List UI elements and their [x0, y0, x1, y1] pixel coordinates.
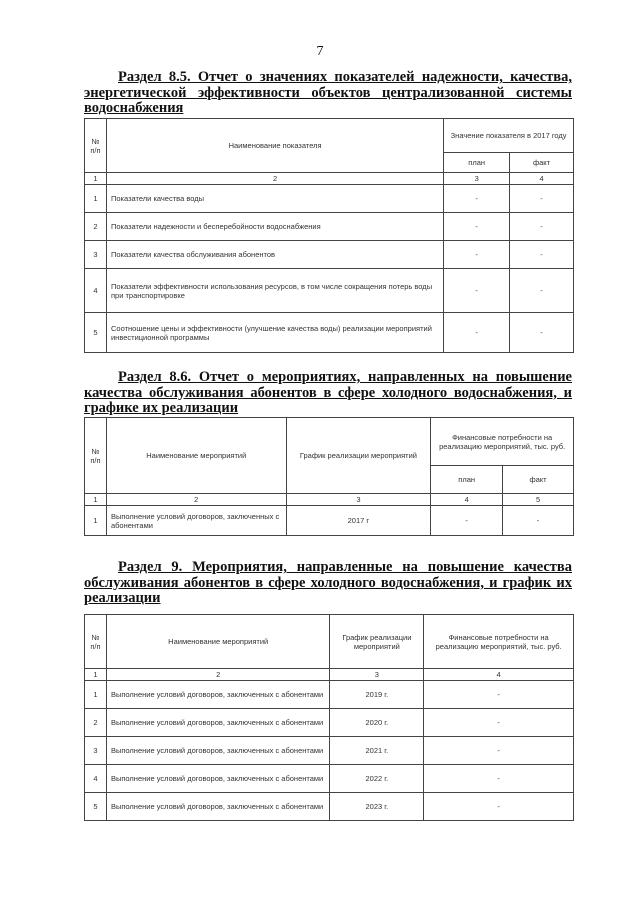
section-8-6-title — [84, 370, 572, 417]
col-num: 2 — [106, 494, 286, 506]
row-name: Показатели качества воды — [106, 185, 443, 213]
col-num: 2 — [106, 669, 329, 681]
row-fact: - — [510, 241, 574, 269]
col-num: 2 — [106, 173, 443, 185]
header-num: № п/п — [85, 418, 107, 494]
row-fact: - — [503, 506, 574, 536]
row-fact: - — [510, 269, 574, 313]
header-name: Наименование мероприятий — [106, 615, 329, 669]
row-name: Показатели эффективности использования ресурсов, в том числе сокращения потерь воды при транспортировке — [106, 269, 443, 313]
row-finance: - — [424, 737, 574, 765]
header-schedule: График реализации мероприятий — [286, 418, 431, 494]
row-finance: - — [424, 709, 574, 737]
row-plan: - — [431, 506, 503, 536]
header-name: Наименование показателя — [106, 119, 443, 173]
row-name: Выполнение условий договоров, заключенных с абонентами — [106, 793, 329, 821]
table-row — [85, 765, 574, 793]
row-num: 1 — [85, 681, 107, 709]
header-finance: Финансовые потребности на реализацию мероприятий, тыс. руб. — [424, 615, 574, 669]
row-fact: - — [510, 313, 574, 353]
section-8-6-title-text: Раздел 8.6. Отчет о мероприятиях, направленных на повышение качества обслуживания абонентов в сфере холодного водоснабжения, и графике их реализации — [84, 369, 572, 416]
table-row — [85, 269, 574, 313]
col-num: 1 — [85, 669, 107, 681]
row-name: Показатели качества обслуживания абонентов — [106, 241, 443, 269]
col-num: 1 — [85, 173, 107, 185]
row-name: Выполнение условий договоров, заключенных с абонентами — [106, 709, 329, 737]
col-num: 4 — [424, 669, 574, 681]
column-numbers-row — [85, 173, 574, 185]
section-8-6-table — [84, 417, 574, 536]
row-name: Выполнение условий договоров, заключенных с абонентами — [106, 506, 286, 536]
col-num: 3 — [286, 494, 431, 506]
section-9-title — [84, 560, 572, 607]
row-name: Соотношение цены и эффективности (улучшение качества воды) реализации мероприятий инвестиционной программы — [106, 313, 443, 353]
row-num: 5 — [85, 793, 107, 821]
section-8-5-title: Раздел 8.5. Отчет о значениях показателей надежности, качества, энергетической эффективности объектов централизованной системы водоснабжения — [84, 69, 572, 116]
table-row — [85, 506, 574, 536]
row-finance: - — [424, 765, 574, 793]
header-name: Наименование мероприятий — [106, 418, 286, 494]
row-num: 4 — [85, 765, 107, 793]
row-plan: - — [444, 185, 510, 213]
row-name: Выполнение условий договоров, заключенных с абонентами — [106, 765, 329, 793]
row-plan: - — [444, 269, 510, 313]
header-num: № п/п — [85, 119, 107, 173]
row-num: 3 — [85, 241, 107, 269]
col-num: 3 — [444, 173, 510, 185]
table-row — [85, 681, 574, 709]
col-num: 5 — [503, 494, 574, 506]
table-row — [85, 241, 574, 269]
row-num: 1 — [85, 185, 107, 213]
section-9-title-text: Раздел 9. Мероприятия, направленные на повышение качества обслуживания абонентов в сфере холодного водоснабжения, и график их реализации — [84, 559, 572, 606]
row-schedule: 2023 г. — [330, 793, 424, 821]
row-schedule: 2020 г. — [330, 709, 424, 737]
row-finance: - — [424, 681, 574, 709]
row-schedule: 2022 г. — [330, 765, 424, 793]
table-row — [85, 709, 574, 737]
row-fact: - — [510, 185, 574, 213]
row-finance: - — [424, 793, 574, 821]
row-schedule: 2019 г. — [330, 681, 424, 709]
header-finance-group: Финансовые потребности на реализацию мероприятий, тыс. руб. — [431, 418, 574, 466]
col-num: 3 — [330, 669, 424, 681]
column-numbers-row — [85, 494, 574, 506]
header-value-group: Значение показателя в 2017 году — [444, 119, 574, 153]
row-num: 3 — [85, 737, 107, 765]
row-num: 2 — [85, 709, 107, 737]
col-num: 4 — [510, 173, 574, 185]
row-name: Выполнение условий договоров, заключенных с абонентами — [106, 681, 329, 709]
header-schedule: График реализации мероприятий — [330, 615, 424, 669]
row-plan: - — [444, 241, 510, 269]
row-num: 4 — [85, 269, 107, 313]
header-fact: факт — [510, 153, 574, 173]
header-num: № п/п — [85, 615, 107, 669]
table-row — [85, 185, 574, 213]
row-plan: - — [444, 313, 510, 353]
column-numbers-row — [85, 669, 574, 681]
table-row — [85, 737, 574, 765]
row-schedule: 2021 г. — [330, 737, 424, 765]
col-num: 1 — [85, 494, 107, 506]
row-num: 5 — [85, 313, 107, 353]
row-schedule: 2017 г — [286, 506, 431, 536]
table-row — [85, 793, 574, 821]
header-fact: факт — [503, 466, 574, 494]
header-plan: план — [431, 466, 503, 494]
row-name: Показатели надежности и бесперебойности водоснабжения — [106, 213, 443, 241]
page-number: 7 — [316, 44, 324, 59]
header-plan: план — [444, 153, 510, 173]
row-plan: - — [444, 213, 510, 241]
section-9-table — [84, 614, 574, 821]
table-row — [85, 213, 574, 241]
table-row — [85, 313, 574, 353]
row-name: Выполнение условий договоров, заключенных с абонентами — [106, 737, 329, 765]
section-8-5-table — [84, 118, 574, 353]
row-num: 2 — [85, 213, 107, 241]
row-num: 1 — [85, 506, 107, 536]
col-num: 4 — [431, 494, 503, 506]
row-fact: - — [510, 213, 574, 241]
